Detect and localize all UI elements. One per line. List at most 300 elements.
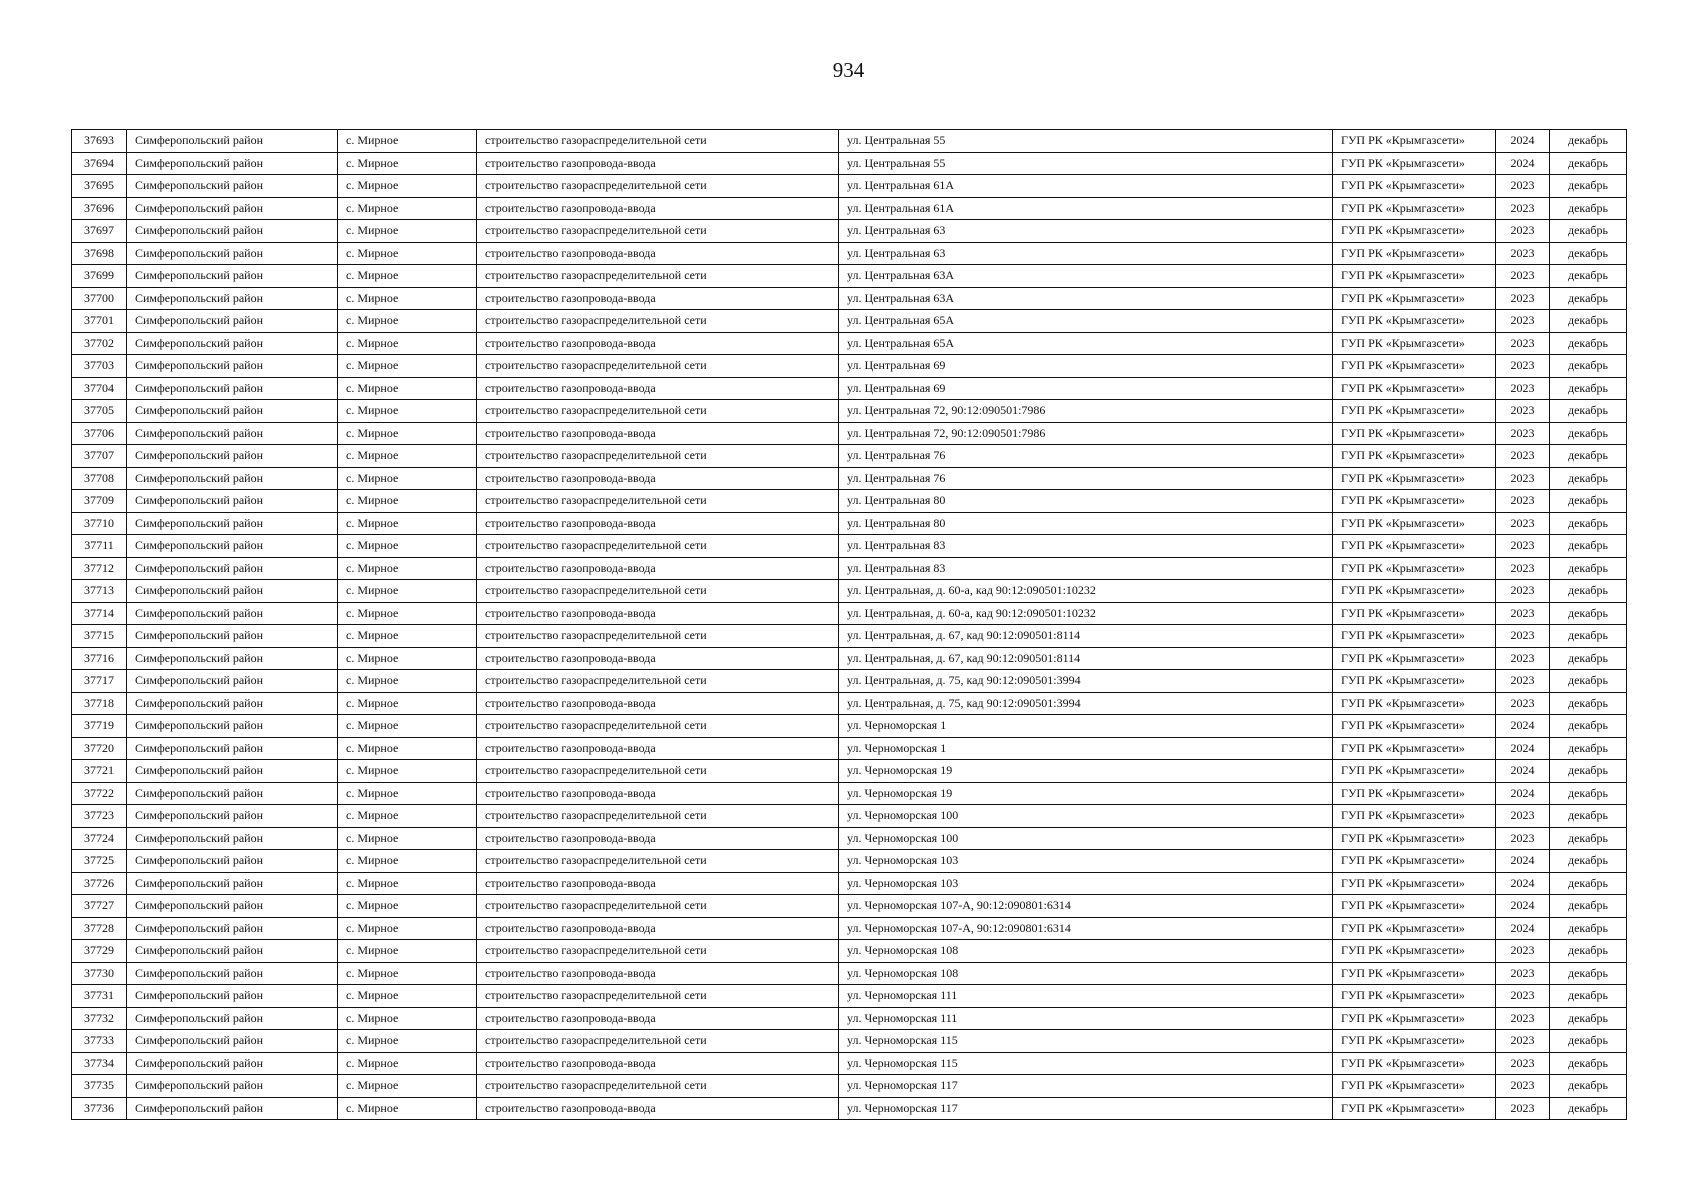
address-cell: ул. Черноморская 117 — [839, 1075, 1333, 1098]
settlement-cell: с. Мирное — [338, 1007, 477, 1030]
table-row — [72, 400, 1627, 423]
month-cell: декабрь — [1550, 400, 1627, 423]
work-type-cell: строительство газораспределительной сети — [477, 940, 839, 963]
organization-cell: ГУП РК «Крымгазсети» — [1333, 895, 1496, 918]
district-cell: Симферопольский район — [127, 557, 338, 580]
organization-cell: ГУП РК «Крымгазсети» — [1333, 1075, 1496, 1098]
organization-cell: ГУП РК «Крымгазсети» — [1333, 760, 1496, 783]
table-row — [72, 940, 1627, 963]
year-cell: 2023 — [1496, 647, 1550, 670]
district-cell: Симферопольский район — [127, 670, 338, 693]
organization-cell: ГУП РК «Крымгазсети» — [1333, 175, 1496, 198]
year-cell: 2023 — [1496, 490, 1550, 513]
settlement-cell: с. Мирное — [338, 962, 477, 985]
record-number-cell: 37710 — [72, 512, 127, 535]
month-cell: декабрь — [1550, 512, 1627, 535]
year-cell: 2024 — [1496, 850, 1550, 873]
year-cell: 2023 — [1496, 940, 1550, 963]
month-cell: декабрь — [1550, 220, 1627, 243]
organization-cell: ГУП РК «Крымгазсети» — [1333, 962, 1496, 985]
work-type-cell: строительство газораспределительной сети — [477, 850, 839, 873]
table-row — [72, 512, 1627, 535]
year-cell: 2024 — [1496, 715, 1550, 738]
settlement-cell: с. Мирное — [338, 490, 477, 513]
organization-cell: ГУП РК «Крымгазсети» — [1333, 1052, 1496, 1075]
work-type-cell: строительство газораспределительной сети — [477, 670, 839, 693]
address-cell: ул. Центральная 61А — [839, 197, 1333, 220]
year-cell: 2023 — [1496, 827, 1550, 850]
table-row — [72, 445, 1627, 468]
district-cell: Симферопольский район — [127, 242, 338, 265]
table-row — [72, 422, 1627, 445]
year-cell: 2023 — [1496, 287, 1550, 310]
settlement-cell: с. Мирное — [338, 310, 477, 333]
table-row — [72, 1030, 1627, 1053]
record-number-cell: 37729 — [72, 940, 127, 963]
table-row — [72, 355, 1627, 378]
address-cell: ул. Черноморская 108 — [839, 940, 1333, 963]
table-row — [72, 985, 1627, 1008]
table-row — [72, 310, 1627, 333]
settlement-cell: с. Мирное — [338, 850, 477, 873]
year-cell: 2023 — [1496, 1030, 1550, 1053]
district-cell: Симферопольский район — [127, 400, 338, 423]
work-type-cell: строительство газораспределительной сети — [477, 355, 839, 378]
table-row — [72, 647, 1627, 670]
work-type-cell: строительство газопровода-ввода — [477, 917, 839, 940]
record-number-cell: 37693 — [72, 130, 127, 153]
table-row — [72, 760, 1627, 783]
work-type-cell: строительство газораспределительной сети — [477, 175, 839, 198]
record-number-cell: 37719 — [72, 715, 127, 738]
record-number-cell: 37728 — [72, 917, 127, 940]
record-number-cell: 37704 — [72, 377, 127, 400]
table-row — [72, 152, 1627, 175]
address-cell: ул. Центральная 80 — [839, 490, 1333, 513]
work-type-cell: строительство газопровода-ввода — [477, 332, 839, 355]
district-cell: Симферопольский район — [127, 287, 338, 310]
month-cell: декабрь — [1550, 265, 1627, 288]
record-number-cell: 37709 — [72, 490, 127, 513]
settlement-cell: с. Мирное — [338, 265, 477, 288]
district-cell: Симферопольский район — [127, 782, 338, 805]
organization-cell: ГУП РК «Крымгазсети» — [1333, 850, 1496, 873]
table-row — [72, 175, 1627, 198]
district-cell: Симферопольский район — [127, 715, 338, 738]
table-row — [72, 962, 1627, 985]
year-cell: 2023 — [1496, 242, 1550, 265]
district-cell: Симферопольский район — [127, 197, 338, 220]
table-row — [72, 1052, 1627, 1075]
organization-cell: ГУП РК «Крымгазсети» — [1333, 332, 1496, 355]
month-cell: декабрь — [1550, 715, 1627, 738]
work-type-cell: строительство газораспределительной сети — [477, 760, 839, 783]
month-cell: декабрь — [1550, 355, 1627, 378]
address-cell: ул. Центральная 61А — [839, 175, 1333, 198]
table-row — [72, 625, 1627, 648]
year-cell: 2024 — [1496, 130, 1550, 153]
district-cell: Симферопольский район — [127, 895, 338, 918]
settlement-cell: с. Мирное — [338, 220, 477, 243]
work-type-cell: строительство газопровода-ввода — [477, 1052, 839, 1075]
month-cell: декабрь — [1550, 197, 1627, 220]
district-cell: Симферопольский район — [127, 220, 338, 243]
table-row — [72, 782, 1627, 805]
record-number-cell: 37705 — [72, 400, 127, 423]
month-cell: декабрь — [1550, 1007, 1627, 1030]
month-cell: декабрь — [1550, 1030, 1627, 1053]
month-cell: декабрь — [1550, 287, 1627, 310]
work-type-cell: строительство газопровода-ввода — [477, 242, 839, 265]
address-cell: ул. Центральная, д. 60-а, кад 90:12:090501:10232 — [839, 580, 1333, 603]
district-cell: Симферопольский район — [127, 1097, 338, 1120]
record-number-cell: 37699 — [72, 265, 127, 288]
record-number-cell: 37698 — [72, 242, 127, 265]
settlement-cell: с. Мирное — [338, 737, 477, 760]
month-cell: декабрь — [1550, 670, 1627, 693]
table-row — [72, 805, 1627, 828]
record-number-cell: 37695 — [72, 175, 127, 198]
year-cell: 2023 — [1496, 422, 1550, 445]
table-row — [72, 670, 1627, 693]
month-cell: декабрь — [1550, 805, 1627, 828]
work-type-cell: строительство газораспределительной сети — [477, 805, 839, 828]
work-type-cell: строительство газопровода-ввода — [477, 467, 839, 490]
organization-cell: ГУП РК «Крымгазсети» — [1333, 917, 1496, 940]
organization-cell: ГУП РК «Крымгазсети» — [1333, 985, 1496, 1008]
organization-cell: ГУП РК «Крымгазсети» — [1333, 310, 1496, 333]
settlement-cell: с. Мирное — [338, 580, 477, 603]
work-type-cell: строительство газораспределительной сети — [477, 1075, 839, 1098]
work-type-cell: строительство газораспределительной сети — [477, 535, 839, 558]
year-cell: 2023 — [1496, 310, 1550, 333]
year-cell: 2023 — [1496, 580, 1550, 603]
month-cell: декабрь — [1550, 827, 1627, 850]
work-type-cell: строительство газопровода-ввода — [477, 557, 839, 580]
settlement-cell: с. Мирное — [338, 400, 477, 423]
address-cell: ул. Черноморская 115 — [839, 1030, 1333, 1053]
district-cell: Симферопольский район — [127, 265, 338, 288]
year-cell: 2023 — [1496, 557, 1550, 580]
work-type-cell: строительство газораспределительной сети — [477, 490, 839, 513]
year-cell: 2023 — [1496, 670, 1550, 693]
address-cell: ул. Центральная 76 — [839, 467, 1333, 490]
record-number-cell: 37714 — [72, 602, 127, 625]
year-cell: 2024 — [1496, 917, 1550, 940]
year-cell: 2023 — [1496, 467, 1550, 490]
record-number-cell: 37724 — [72, 827, 127, 850]
year-cell: 2024 — [1496, 737, 1550, 760]
address-cell: ул. Центральная 65А — [839, 310, 1333, 333]
work-type-cell: строительство газопровода-ввода — [477, 647, 839, 670]
address-cell: ул. Центральная, д. 75, кад 90:12:090501:3994 — [839, 692, 1333, 715]
district-cell: Симферопольский район — [127, 332, 338, 355]
district-cell: Симферопольский район — [127, 512, 338, 535]
address-cell: ул. Центральная 69 — [839, 377, 1333, 400]
address-cell: ул. Центральная, д. 67, кад 90:12:090501:8114 — [839, 625, 1333, 648]
year-cell: 2024 — [1496, 782, 1550, 805]
work-type-cell: строительство газопровода-ввода — [477, 422, 839, 445]
year-cell: 2023 — [1496, 1075, 1550, 1098]
district-cell: Симферопольский район — [127, 760, 338, 783]
year-cell: 2024 — [1496, 895, 1550, 918]
year-cell: 2023 — [1496, 805, 1550, 828]
work-type-cell: строительство газопровода-ввода — [477, 827, 839, 850]
organization-cell: ГУП РК «Крымгазсети» — [1333, 490, 1496, 513]
settlement-cell: с. Мирное — [338, 940, 477, 963]
month-cell: декабрь — [1550, 737, 1627, 760]
district-cell: Симферопольский район — [127, 1030, 338, 1053]
work-type-cell: строительство газопровода-ввода — [477, 377, 839, 400]
district-cell: Симферопольский район — [127, 310, 338, 333]
settlement-cell: с. Мирное — [338, 377, 477, 400]
record-number-cell: 37712 — [72, 557, 127, 580]
record-number-cell: 37708 — [72, 467, 127, 490]
organization-cell: ГУП РК «Крымгазсети» — [1333, 445, 1496, 468]
work-type-cell: строительство газопровода-ввода — [477, 872, 839, 895]
organization-cell: ГУП РК «Крымгазсети» — [1333, 377, 1496, 400]
work-type-cell: строительство газораспределительной сети — [477, 130, 839, 153]
year-cell: 2023 — [1496, 692, 1550, 715]
table-row — [72, 692, 1627, 715]
month-cell: декабрь — [1550, 175, 1627, 198]
work-type-cell: строительство газопровода-ввода — [477, 692, 839, 715]
settlement-cell: с. Мирное — [338, 1097, 477, 1120]
year-cell: 2023 — [1496, 265, 1550, 288]
district-cell: Симферопольский район — [127, 1007, 338, 1030]
address-cell: ул. Черноморская 117 — [839, 1097, 1333, 1120]
address-cell: ул. Центральная 83 — [839, 535, 1333, 558]
address-cell: ул. Центральная 63 — [839, 242, 1333, 265]
organization-cell: ГУП РК «Крымгазсети» — [1333, 715, 1496, 738]
address-cell: ул. Центральная 55 — [839, 130, 1333, 153]
address-cell: ул. Черноморская 19 — [839, 782, 1333, 805]
organization-cell: ГУП РК «Крымгазсети» — [1333, 692, 1496, 715]
year-cell: 2023 — [1496, 1097, 1550, 1120]
work-type-cell: строительство газопровода-ввода — [477, 512, 839, 535]
organization-cell: ГУП РК «Крымгазсети» — [1333, 782, 1496, 805]
month-cell: декабрь — [1550, 152, 1627, 175]
record-number-cell: 37697 — [72, 220, 127, 243]
address-cell: ул. Черноморская 107-А, 90:12:090801:6314 — [839, 895, 1333, 918]
organization-cell: ГУП РК «Крымгазсети» — [1333, 625, 1496, 648]
record-number-cell: 37707 — [72, 445, 127, 468]
gasification-register-table — [71, 129, 1627, 1120]
record-number-cell: 37722 — [72, 782, 127, 805]
month-cell: декабрь — [1550, 872, 1627, 895]
month-cell: декабрь — [1550, 130, 1627, 153]
record-number-cell: 37702 — [72, 332, 127, 355]
month-cell: декабрь — [1550, 850, 1627, 873]
month-cell: декабрь — [1550, 422, 1627, 445]
year-cell: 2023 — [1496, 985, 1550, 1008]
address-cell: ул. Черноморская 1 — [839, 715, 1333, 738]
district-cell: Симферопольский район — [127, 130, 338, 153]
work-type-cell: строительство газораспределительной сети — [477, 895, 839, 918]
organization-cell: ГУП РК «Крымгазсети» — [1333, 400, 1496, 423]
district-cell: Симферопольский район — [127, 580, 338, 603]
year-cell: 2024 — [1496, 872, 1550, 895]
address-cell: ул. Черноморская 100 — [839, 827, 1333, 850]
record-number-cell: 37733 — [72, 1030, 127, 1053]
settlement-cell: с. Мирное — [338, 1075, 477, 1098]
work-type-cell: строительство газораспределительной сети — [477, 265, 839, 288]
district-cell: Симферопольский район — [127, 917, 338, 940]
organization-cell: ГУП РК «Крымгазсети» — [1333, 130, 1496, 153]
settlement-cell: с. Мирное — [338, 175, 477, 198]
organization-cell: ГУП РК «Крымгазсети» — [1333, 467, 1496, 490]
work-type-cell: строительство газопровода-ввода — [477, 962, 839, 985]
month-cell: декабрь — [1550, 962, 1627, 985]
settlement-cell: с. Мирное — [338, 895, 477, 918]
district-cell: Симферопольский район — [127, 827, 338, 850]
address-cell: ул. Черноморская 115 — [839, 1052, 1333, 1075]
organization-cell: ГУП РК «Крымгазсети» — [1333, 737, 1496, 760]
settlement-cell: с. Мирное — [338, 197, 477, 220]
organization-cell: ГУП РК «Крымгазсети» — [1333, 557, 1496, 580]
address-cell: ул. Черноморская 108 — [839, 962, 1333, 985]
month-cell: декабрь — [1550, 445, 1627, 468]
settlement-cell: с. Мирное — [338, 782, 477, 805]
table-row — [72, 490, 1627, 513]
district-cell: Симферопольский район — [127, 445, 338, 468]
organization-cell: ГУП РК «Крымгазсети» — [1333, 805, 1496, 828]
address-cell: ул. Черноморская 1 — [839, 737, 1333, 760]
organization-cell: ГУП РК «Крымгазсети» — [1333, 872, 1496, 895]
record-number-cell: 37731 — [72, 985, 127, 1008]
table-row — [72, 1097, 1627, 1120]
record-number-cell: 37694 — [72, 152, 127, 175]
table-row — [72, 197, 1627, 220]
settlement-cell: с. Мирное — [338, 557, 477, 580]
settlement-cell: с. Мирное — [338, 512, 477, 535]
table-row — [72, 872, 1627, 895]
record-number-cell: 37734 — [72, 1052, 127, 1075]
district-cell: Симферопольский район — [127, 490, 338, 513]
organization-cell: ГУП РК «Крымгазсети» — [1333, 580, 1496, 603]
district-cell: Симферопольский район — [127, 985, 338, 1008]
table-row — [72, 535, 1627, 558]
settlement-cell: с. Мирное — [338, 332, 477, 355]
district-cell: Симферопольский район — [127, 737, 338, 760]
record-number-cell: 37701 — [72, 310, 127, 333]
record-number-cell: 37703 — [72, 355, 127, 378]
record-number-cell: 37723 — [72, 805, 127, 828]
address-cell: ул. Центральная 63 — [839, 220, 1333, 243]
organization-cell: ГУП РК «Крымгазсети» — [1333, 827, 1496, 850]
month-cell: декабрь — [1550, 985, 1627, 1008]
record-number-cell: 37732 — [72, 1007, 127, 1030]
district-cell: Симферопольский район — [127, 872, 338, 895]
work-type-cell: строительство газораспределительной сети — [477, 625, 839, 648]
settlement-cell: с. Мирное — [338, 625, 477, 648]
year-cell: 2023 — [1496, 602, 1550, 625]
month-cell: декабрь — [1550, 940, 1627, 963]
district-cell: Симферопольский район — [127, 1075, 338, 1098]
month-cell: декабрь — [1550, 1075, 1627, 1098]
settlement-cell: с. Мирное — [338, 422, 477, 445]
settlement-cell: с. Мирное — [338, 985, 477, 1008]
work-type-cell: строительство газопровода-ввода — [477, 602, 839, 625]
address-cell: ул. Центральная 63А — [839, 265, 1333, 288]
settlement-cell: с. Мирное — [338, 242, 477, 265]
work-type-cell: строительство газопровода-ввода — [477, 287, 839, 310]
district-cell: Симферопольский район — [127, 355, 338, 378]
work-type-cell: строительство газораспределительной сети — [477, 985, 839, 1008]
record-number-cell: 37730 — [72, 962, 127, 985]
work-type-cell: строительство газопровода-ввода — [477, 1007, 839, 1030]
settlement-cell: с. Мирное — [338, 287, 477, 310]
month-cell: декабрь — [1550, 760, 1627, 783]
record-number-cell: 37700 — [72, 287, 127, 310]
record-number-cell: 37736 — [72, 1097, 127, 1120]
work-type-cell: строительство газопровода-ввода — [477, 737, 839, 760]
year-cell: 2023 — [1496, 197, 1550, 220]
year-cell: 2023 — [1496, 220, 1550, 243]
organization-cell: ГУП РК «Крымгазсети» — [1333, 940, 1496, 963]
organization-cell: ГУП РК «Крымгазсети» — [1333, 242, 1496, 265]
district-cell: Симферопольский район — [127, 152, 338, 175]
settlement-cell: с. Мирное — [338, 1052, 477, 1075]
month-cell: декабрь — [1550, 490, 1627, 513]
month-cell: декабрь — [1550, 692, 1627, 715]
organization-cell: ГУП РК «Крымгазсети» — [1333, 265, 1496, 288]
year-cell: 2023 — [1496, 962, 1550, 985]
month-cell: декабрь — [1550, 647, 1627, 670]
month-cell: декабрь — [1550, 895, 1627, 918]
organization-cell: ГУП РК «Крымгазсети» — [1333, 422, 1496, 445]
settlement-cell: с. Мирное — [338, 130, 477, 153]
settlement-cell: с. Мирное — [338, 872, 477, 895]
address-cell: ул. Черноморская 103 — [839, 850, 1333, 873]
table-row — [72, 557, 1627, 580]
month-cell: декабрь — [1550, 917, 1627, 940]
address-cell: ул. Центральная 65А — [839, 332, 1333, 355]
settlement-cell: с. Мирное — [338, 692, 477, 715]
record-number-cell: 37713 — [72, 580, 127, 603]
table-row — [72, 850, 1627, 873]
district-cell: Симферопольский район — [127, 940, 338, 963]
record-number-cell: 37718 — [72, 692, 127, 715]
record-number-cell: 37717 — [72, 670, 127, 693]
month-cell: декабрь — [1550, 310, 1627, 333]
address-cell: ул. Центральная 72, 90:12:090501:7986 — [839, 400, 1333, 423]
table-row — [72, 130, 1627, 153]
address-cell: ул. Центральная 63А — [839, 287, 1333, 310]
record-number-cell: 37715 — [72, 625, 127, 648]
year-cell: 2024 — [1496, 152, 1550, 175]
settlement-cell: с. Мирное — [338, 647, 477, 670]
year-cell: 2023 — [1496, 377, 1550, 400]
year-cell: 2023 — [1496, 625, 1550, 648]
settlement-cell: с. Мирное — [338, 715, 477, 738]
district-cell: Симферопольский район — [127, 647, 338, 670]
month-cell: декабрь — [1550, 535, 1627, 558]
month-cell: декабрь — [1550, 377, 1627, 400]
organization-cell: ГУП РК «Крымгазсети» — [1333, 512, 1496, 535]
table-row — [72, 917, 1627, 940]
settlement-cell: с. Мирное — [338, 670, 477, 693]
district-cell: Симферопольский район — [127, 175, 338, 198]
work-type-cell: строительство газораспределительной сети — [477, 1030, 839, 1053]
settlement-cell: с. Мирное — [338, 917, 477, 940]
settlement-cell: с. Мирное — [338, 760, 477, 783]
district-cell: Симферопольский район — [127, 962, 338, 985]
address-cell: ул. Черноморская 111 — [839, 1007, 1333, 1030]
year-cell: 2023 — [1496, 400, 1550, 423]
organization-cell: ГУП РК «Крымгазсети» — [1333, 152, 1496, 175]
table-row — [72, 895, 1627, 918]
